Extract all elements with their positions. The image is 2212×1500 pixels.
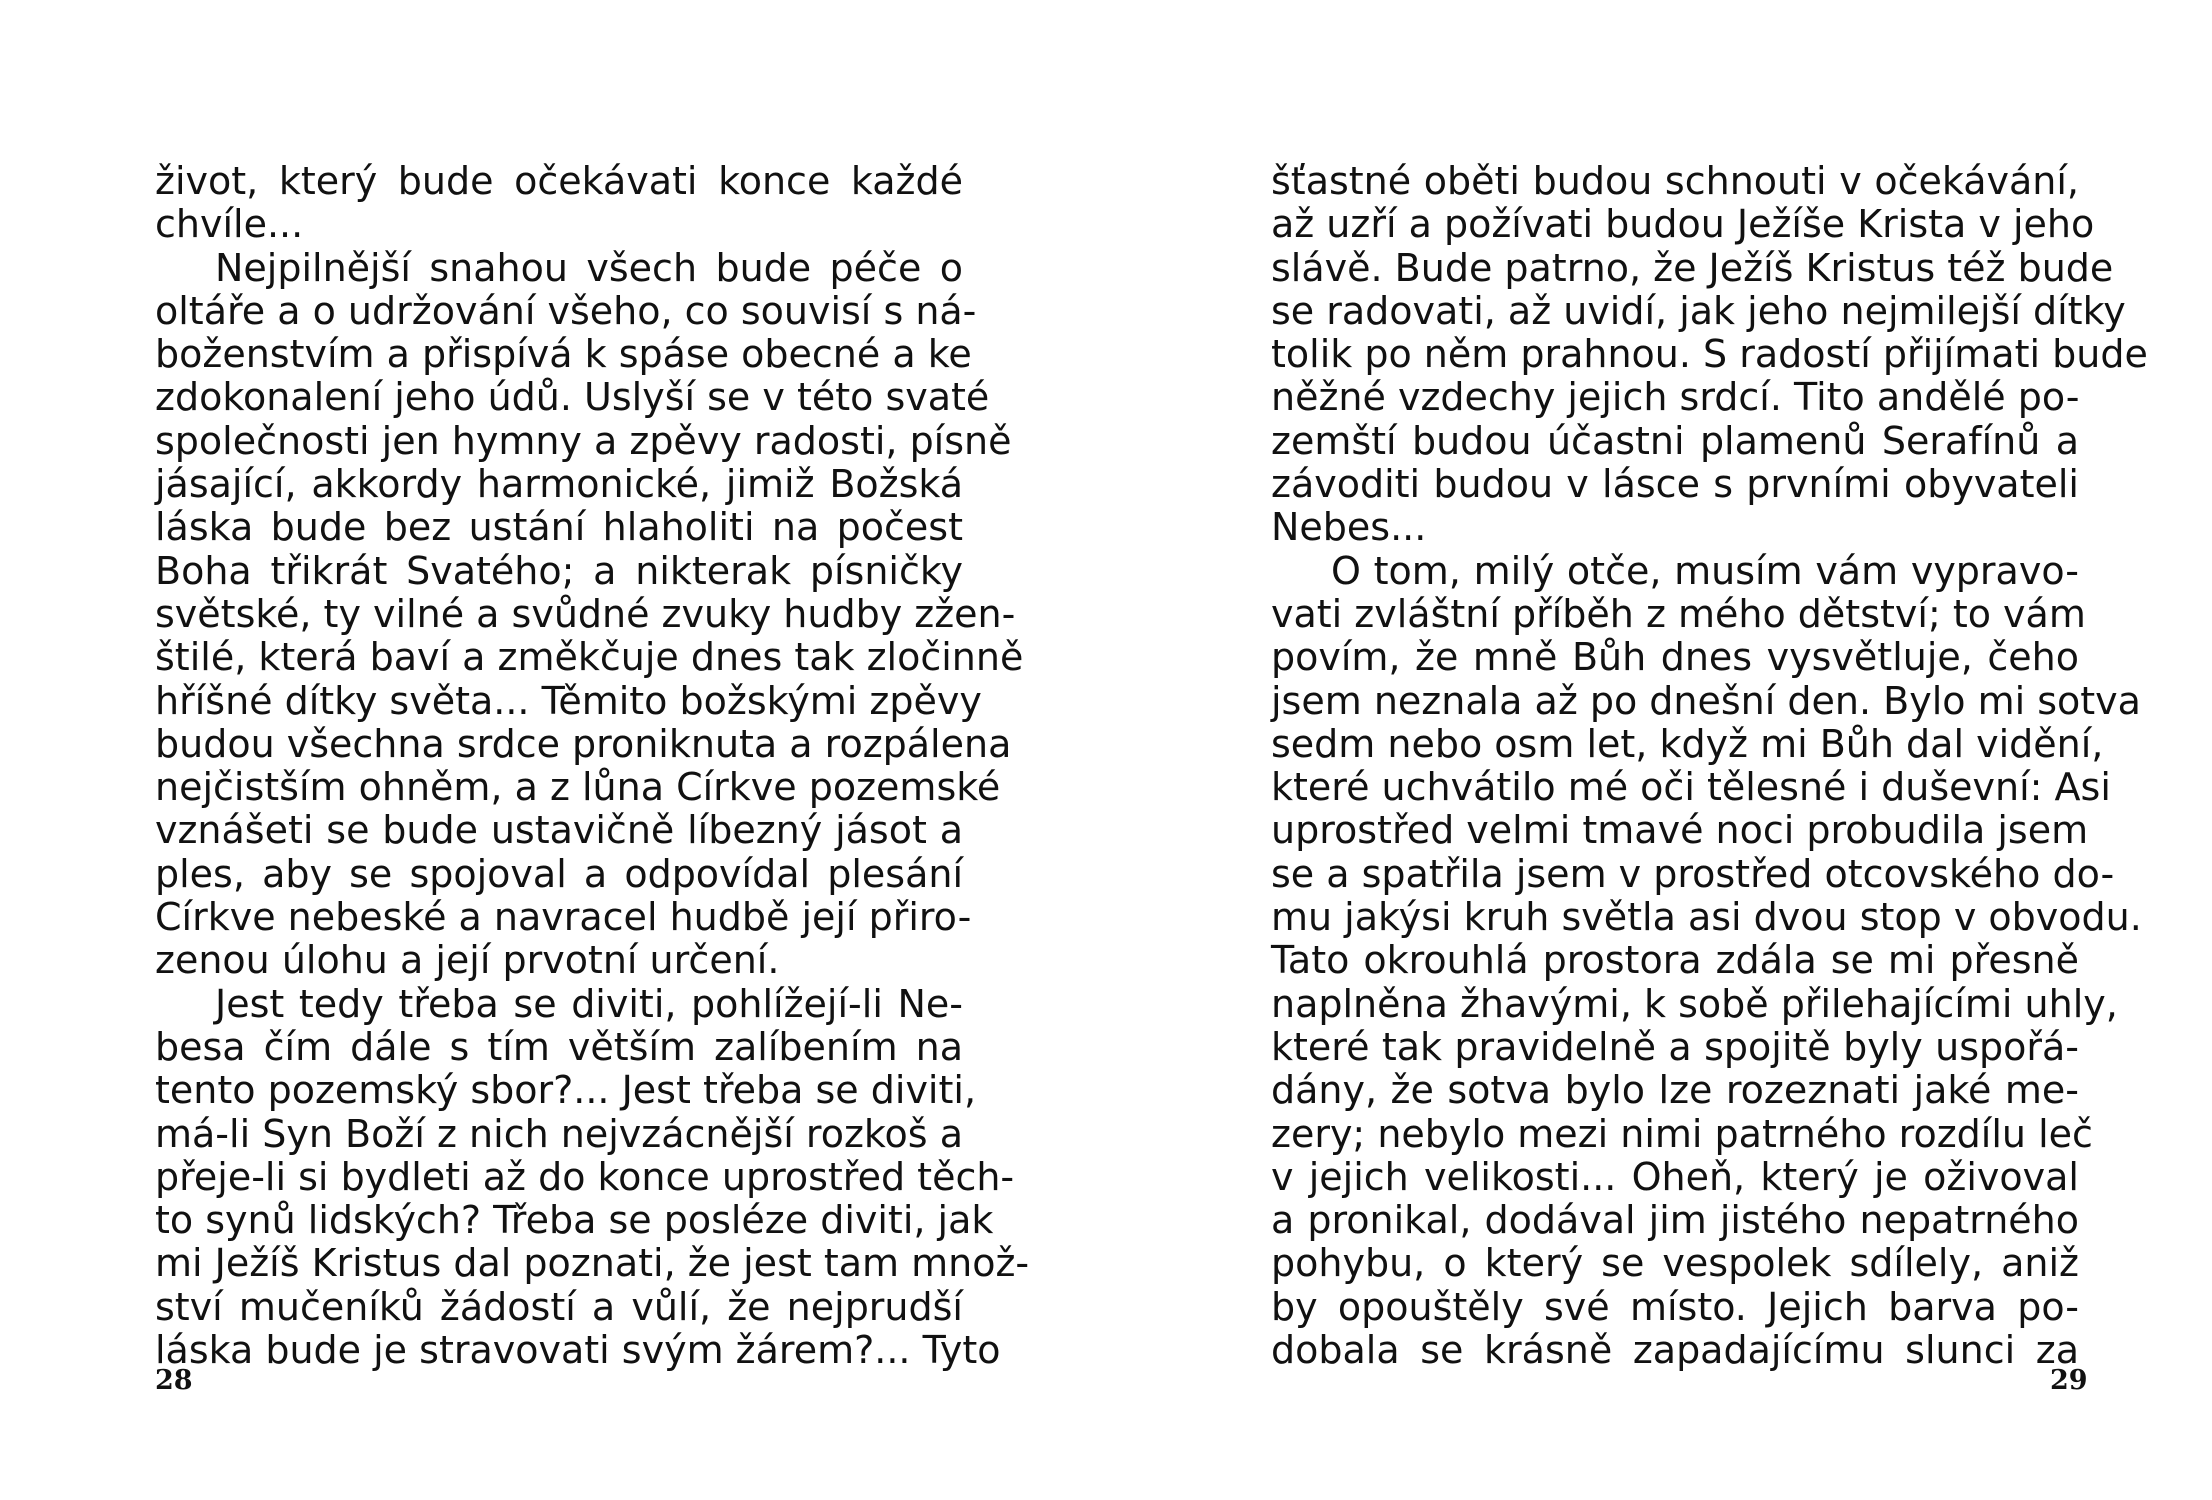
- text-line: Církve nebeské a navracel hudbě její přiro-: [155, 895, 972, 940]
- text-line: dány, že sotva bylo lze rozeznati jaké me-: [1271, 1068, 2079, 1113]
- text-line: to synů lidských? Třeba se posléze diviti, jak: [155, 1198, 994, 1243]
- text-line: ples, aby se spojoval a odpovídal plesání: [155, 851, 963, 896]
- text-line: světské, ty vilné a svůdné zvuky hudby zžen-: [155, 591, 1016, 636]
- text-line: by opouštěly své místo. Jejich barva po-: [1271, 1284, 2079, 1329]
- text-line: Boha třikrát Svatého; a nikterak písničky: [155, 548, 963, 593]
- text-line: boženstvím a přispívá k spáse obecné a ke: [155, 332, 972, 377]
- text-line: se a spatřila jsem v prostřed otcovského do-: [1271, 851, 2115, 896]
- text-line: zdokonalení jeho údů. Uslyší se v této svaté: [155, 375, 990, 420]
- text-line: dobala se krásně zapadajícímu slunci za: [1271, 1328, 2079, 1373]
- text-line: chvíle...: [155, 202, 304, 247]
- text-line: zemští budou účastni plamenů Serafínů a: [1271, 418, 2079, 463]
- text-line: ství mučeníků žádostí a vůlí, že nejprudší: [155, 1284, 963, 1329]
- text-line: jásající, akkordy harmonické, jimiž Božská: [155, 462, 963, 507]
- left-page-text: [155, 159, 1030, 1373]
- right-page-text: [1271, 159, 2148, 1373]
- text-line: Nebes...: [1271, 505, 1427, 550]
- text-line: zenou úlohu a její prvotní určení.: [155, 938, 780, 983]
- text-line: které uchvátilo mé oči tělesné i duševní: Asi: [1271, 765, 2111, 810]
- page-number: 28: [155, 1365, 193, 1396]
- text-line: štilé, která baví a změkčuje dnes tak zločinně: [155, 635, 1024, 680]
- text-line: uprostřed velmi tmavé noci probudila jsem: [1271, 808, 2089, 853]
- text-line: mi Ježíš Kristus dal poznati, že jest tam množ-: [155, 1241, 1030, 1286]
- text-line: v jejich velikosti... Oheň, který je oživoval: [1271, 1154, 2079, 1199]
- text-line: život, který bude očekávati konce každé: [155, 159, 963, 203]
- text-line: jsem neznala až po dnešní den. Bylo mi sotva: [1271, 678, 2141, 723]
- text-line: sedm nebo osm let, když mi Bůh dal vidění,: [1271, 721, 2104, 766]
- text-line: hříšné dítky světa... Těmito božskými zpěvy: [155, 678, 982, 723]
- text-line: povím, že mně Bůh dnes vysvětluje, čeho: [1271, 635, 2079, 680]
- text-line: nejčistším ohněm, a z lůna Církve pozemské: [155, 765, 1001, 810]
- text-line: zery; nebylo mezi nimi patrného rozdílu leč: [1271, 1111, 2093, 1156]
- text-line: oltáře a o udržování všeho, co souvisí s ná-: [155, 288, 977, 333]
- right-page: [1106, 0, 2212, 1500]
- text-line: slávě. Bude patrno, že Ježíš Kristus též bude: [1271, 245, 2114, 290]
- text-line: se radovati, až uvidí, jak jeho nejmilejší dítky: [1271, 288, 2126, 333]
- text-line: Jest tedy třeba se diviti, pohlížejí-li Ne-: [215, 981, 963, 1026]
- text-line: láska bude je stravovati svým žárem?... Tyto: [155, 1328, 1001, 1373]
- text-line: něžné vzdechy jejich srdcí. Tito andělé po-: [1271, 375, 2080, 420]
- text-line: které tak pravidelně a spojitě byly uspořá-: [1271, 1024, 2079, 1069]
- text-line: až uzří a požívati budou Ježíše Krista v jeho: [1271, 202, 2095, 247]
- text-line: láska bude bez ustání hlaholiti na počest: [155, 505, 963, 550]
- text-line: mu jakýsi kruh světla asi dvou stop v obvodu.: [1271, 895, 2142, 940]
- text-line: tolik po něm prahnou. S radostí přijímati bude: [1271, 332, 2148, 377]
- text-line: budou všechna srdce proniknuta a rozpálena: [155, 721, 1012, 766]
- page-number: 29: [2050, 1365, 2088, 1396]
- text-line: má-li Syn Boží z nich nejvzácnější rozkoš a: [155, 1111, 963, 1156]
- text-line: přeje-li si bydleti až do konce uprostřed těch-: [155, 1154, 1015, 1199]
- text-line: besa čím dále s tím větším zalíbením na: [155, 1024, 963, 1069]
- text-line: a pronikal, dodával jim jistého nepatrného: [1271, 1198, 2079, 1243]
- text-line: společnosti jen hymny a zpěvy radosti, písně: [155, 418, 1012, 463]
- text-line: šťastné oběti budou schnouti v očekávání,: [1271, 159, 2079, 203]
- text-line: tento pozemský sbor?... Jest třeba se diviti,: [155, 1068, 977, 1113]
- text-line: Tato okrouhlá prostora zdála se mi přesně: [1271, 938, 2079, 983]
- text-line: vznášeti se bude ustavičně líbezný jásot a: [155, 808, 963, 853]
- text-line: závoditi budou v lásce s prvními obyvateli: [1271, 462, 2079, 507]
- text-line: naplněna žhavými, k sobě přilehajícími uhly,: [1271, 981, 2118, 1026]
- text-line: pohybu, o který se vespolek sdílely, aniž: [1271, 1241, 2079, 1286]
- text-line: vati zvláštní příběh z mého dětství; to vám: [1271, 591, 2086, 636]
- text-line: Nejpilnější snahou všech bude péče o: [215, 245, 963, 290]
- text-line: O tom, milý otče, musím vám vypravo-: [1331, 548, 2079, 593]
